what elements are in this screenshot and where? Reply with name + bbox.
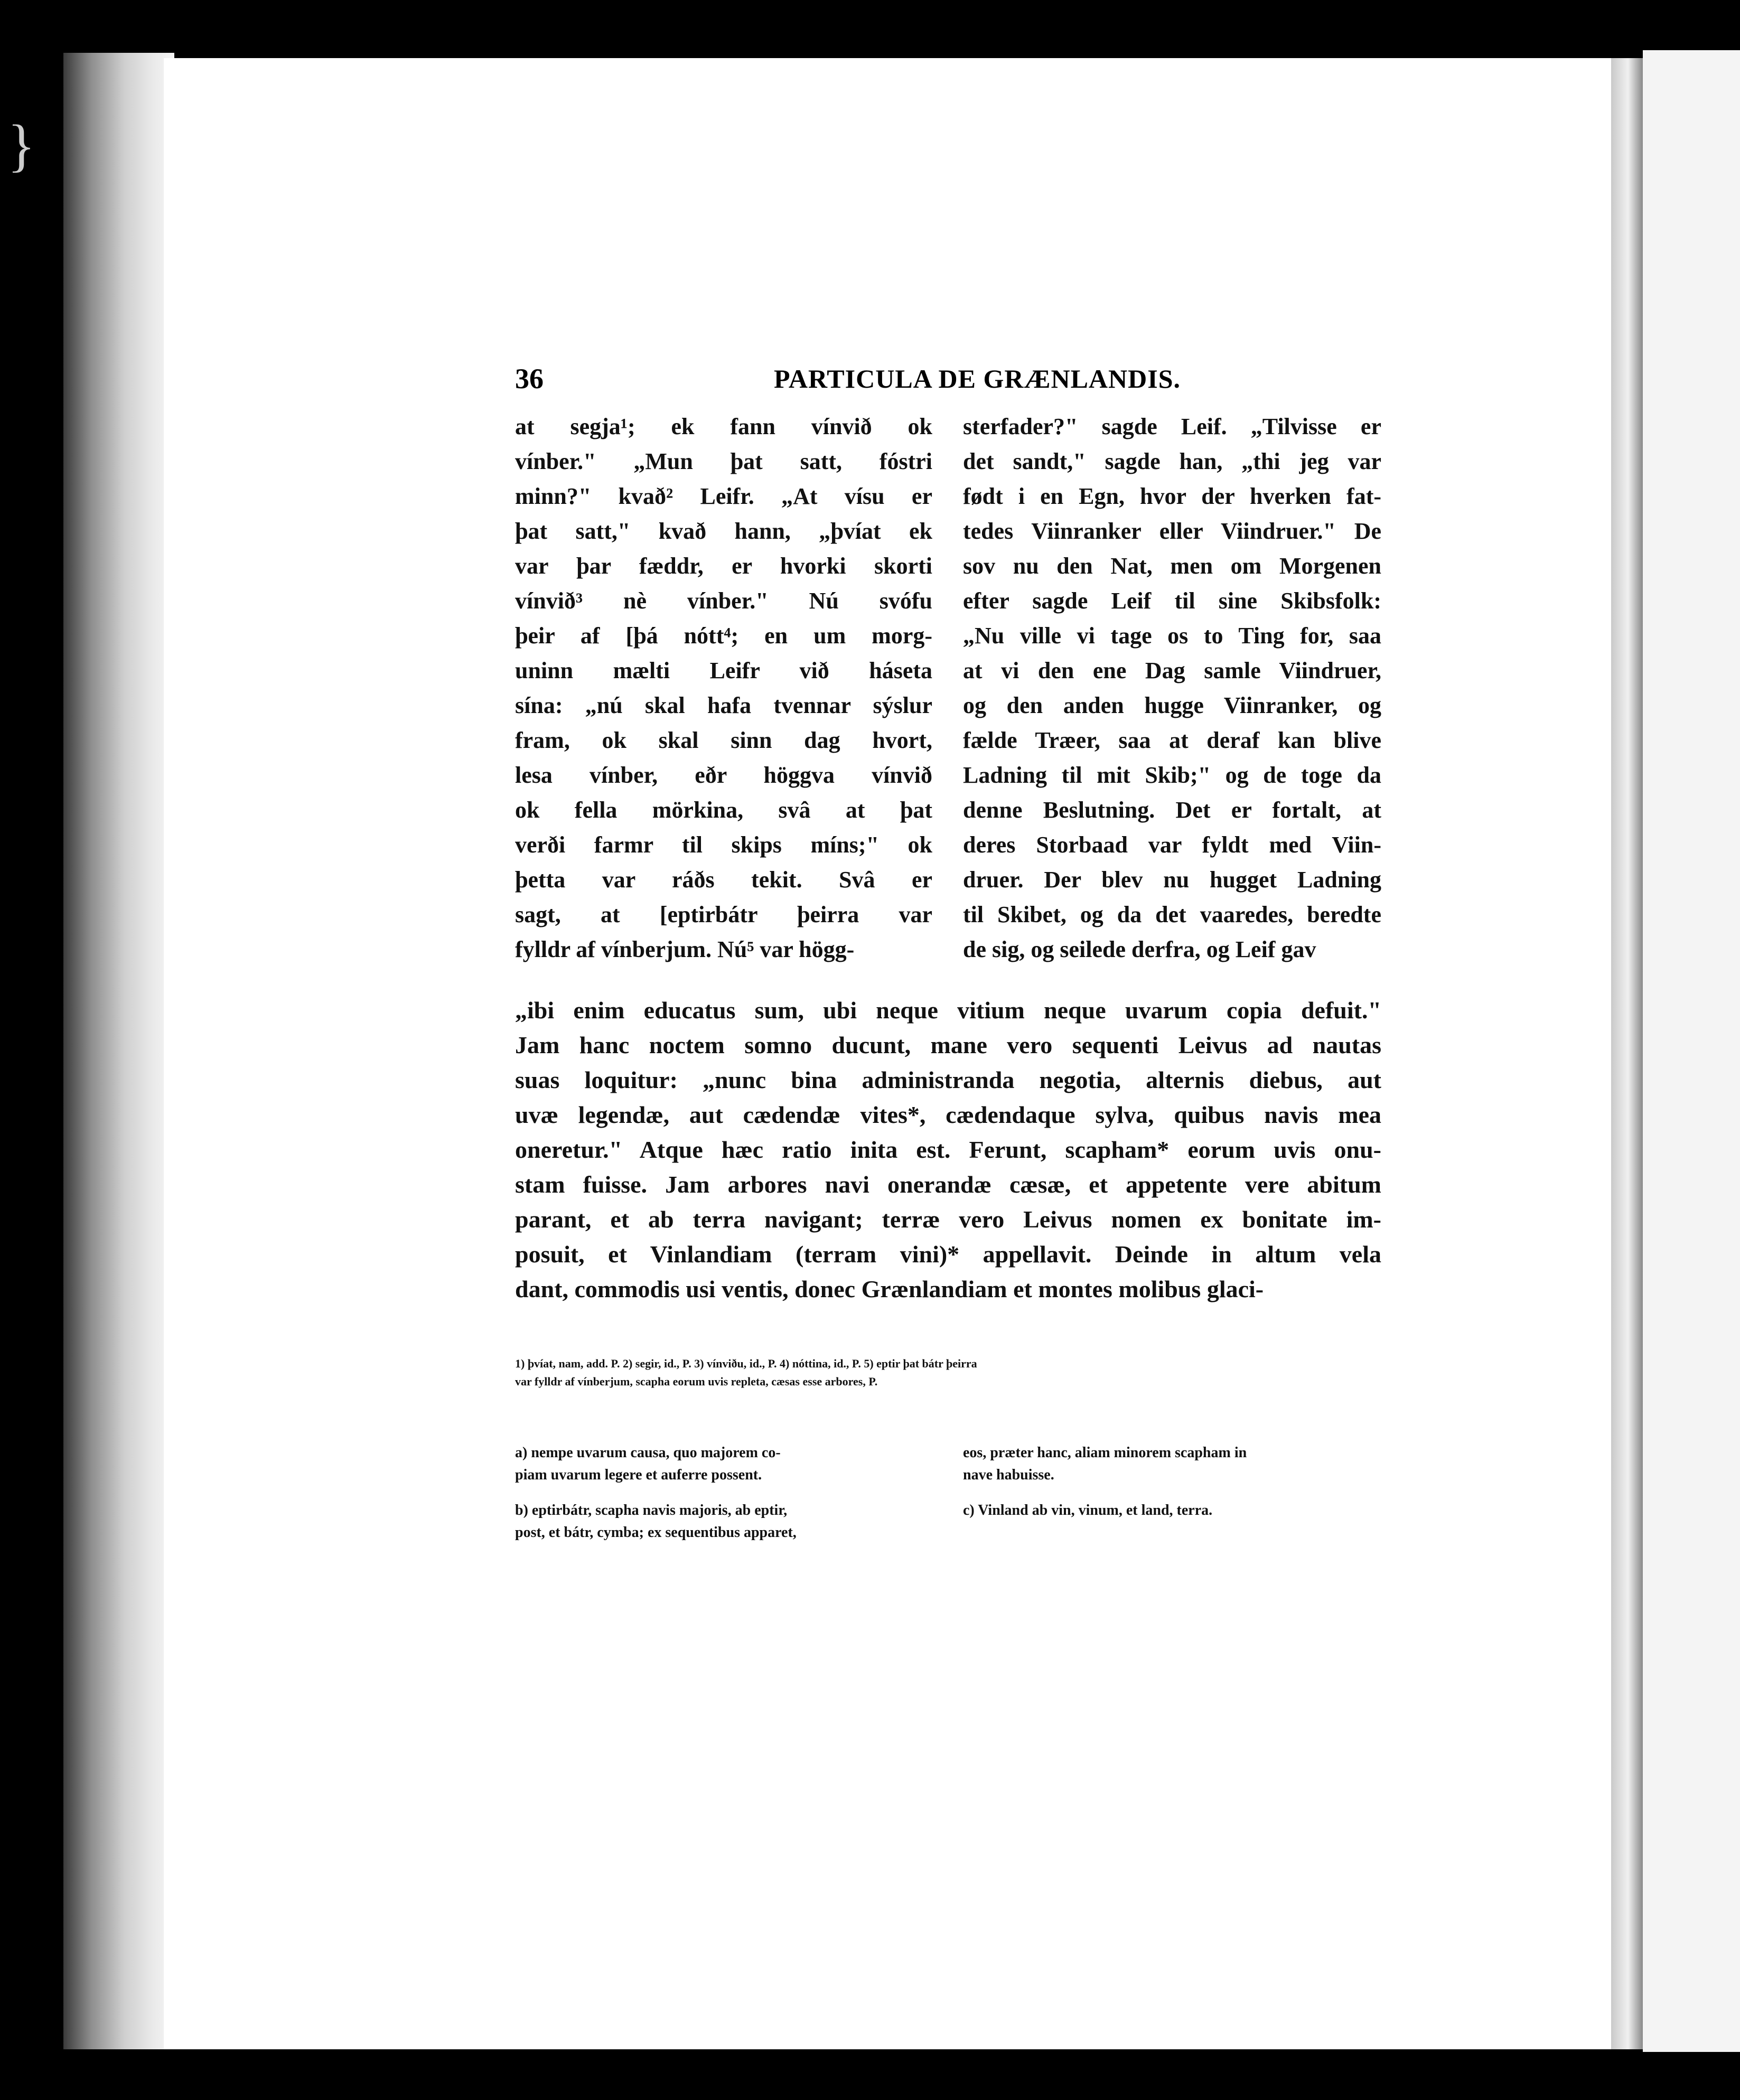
text-line: ok fella mörkina, svâ at þat [515, 797, 932, 823]
text-line: til Skibet, og da det vaaredes, beredte [963, 902, 1381, 927]
danish-column [963, 409, 1381, 967]
text-line: Jam hanc noctem somno ducunt, mane vero sequenti Leivus ad nautas [515, 1032, 1381, 1058]
text-line: sterfader?" sagde Leif. „Tilvisse er [963, 414, 1381, 439]
text-line: sagt, at [eptirbátr þeirra var [515, 902, 932, 927]
text-line: tedes Viinranker eller Viindruer." De [963, 518, 1381, 544]
text-line: „Nu ville vi tage os to Ting for, saa [963, 623, 1381, 649]
text-line: sov nu den Nat, men om Morgenen [963, 553, 1381, 579]
variant-readings [515, 1355, 1381, 1391]
running-title: PARTICULA DE GRÆNLANDIS. [774, 364, 1181, 393]
old-norse-column [515, 409, 932, 967]
text-line: uninn mælti Leifr við háseta [515, 658, 932, 683]
text-line: og den anden hugge Viinranker, og [963, 692, 1381, 718]
text-line: eos, præter hanc, aliam minorem scapham in [963, 1445, 1247, 1461]
text-line: at segja¹; ek fann vínvið ok [515, 414, 932, 439]
text-line: denne Beslutning. Det er fortalt, at [963, 797, 1381, 823]
text-line: oneretur." Atque hæc ratio inita est. Ferunt, scapham* eorum uvis onu- [515, 1136, 1381, 1163]
text-line: druer. Der blev nu hugget Ladning [963, 867, 1381, 893]
footnote-gap [515, 1486, 932, 1499]
footnotes-left [515, 1442, 932, 1544]
text-line: sína: „nú skal hafa tvennar sýslur [515, 692, 932, 718]
text-line: stam fuisse. Jam arbores navi onerandæ cæsæ, et appetente vere abitum [515, 1171, 1381, 1198]
text-line: 1) þvíat, nam, add. P. 2) segir, id., P. 3) vínviðu, id., P. 4) nóttina, id., P. 5) eptir þat bátr þeirra [515, 1357, 977, 1370]
text-line: at vi den ene Dag samle Viindruer, [963, 658, 1381, 683]
text-line: c) Vinland ab vin, vinum, et land, terra. [963, 1502, 1213, 1518]
text-line: de sig, og seilede derfra, og Leif gav [963, 936, 1316, 962]
text-line: post, et bátr, cymba; ex sequentibus apparet, [515, 1524, 797, 1541]
text-line: þat satt," kvað hann, „þvíat ek [515, 518, 932, 544]
text-line: vínber." „Mun þat satt, fóstri [515, 448, 932, 474]
text-line: a) nempe uvarum causa, quo majorem co- [515, 1445, 781, 1461]
text-line: fram, ok skal sinn dag hvort, [515, 727, 932, 753]
text-line: uvæ legendæ, aut cædendæ vites*, cædendaque sylva, quibus navis mea [515, 1101, 1381, 1128]
text-line: þeir af [þá nótt⁴; en um morg- [515, 623, 932, 649]
text-line: Ladning til mit Skib;" og de toge da [963, 762, 1381, 788]
text-line: „ibi enim educatus sum, ubi neque vitium neque uvarum copia defuit." [515, 997, 1381, 1024]
text-line: fælde Træer, saa at deraf kan blive [963, 727, 1381, 753]
text-line: født i en Egn, hvor der hverken fat- [963, 483, 1381, 509]
text-line: efter sagde Leif til sine Skibsfolk: [963, 588, 1381, 614]
footnotes-right [963, 1442, 1381, 1522]
footnote-gap [963, 1486, 1381, 1499]
text-line: var þar fæddr, er hvorki skorti [515, 553, 932, 579]
text-line: lesa vínber, eðr höggva vínvið [515, 762, 932, 788]
text-line: þetta var ráðs tekit. Svâ er [515, 867, 932, 893]
text-line: b) eptirbátr, scapha navis majoris, ab eptir, [515, 1502, 788, 1518]
text-line: nave habuisse. [963, 1467, 1054, 1483]
text-line: piam uvarum legere et auferre possent. [515, 1467, 762, 1483]
text-line: var fylldr af vínberjum, scapha eorum uvis repleta, cæsas esse arbores, P. [515, 1375, 878, 1388]
page-number: 36 [515, 363, 544, 395]
text-line: parant, et ab terra navigant; terræ vero Leivus nomen ex bonitate im- [515, 1206, 1381, 1233]
latin-translation [515, 993, 1381, 1307]
text-line: posuit, et Vinlandiam (terram vini)* appellavit. Deinde in altum vela [515, 1241, 1381, 1268]
text-line: deres Storbaad var fyldt med Viin- [963, 832, 1381, 858]
text-line: vínvið³ nè vínber." Nú svófu [515, 588, 932, 614]
text-line: det sandt," sagde han, „thi jeg var [963, 448, 1381, 474]
next-page-sliver [1643, 50, 1740, 2052]
page-header [515, 360, 1381, 397]
scanned-binding-edge [63, 53, 174, 2049]
text-line: fylldr af vínberjum. Nú⁵ var högg- [515, 936, 855, 962]
text-line: minn?" kvað² Leifr. „At vísu er [515, 483, 932, 509]
scan-margin-mark: } [7, 113, 35, 177]
text-line: dant, commodis usi ventis, donec Grænlandiam et montes molibus glaci- [515, 1276, 1264, 1302]
text-line: verði farmr til skips míns;" ok [515, 832, 932, 858]
text-line: suas loquitur: „nunc bina administranda negotia, alternis diebus, aut [515, 1066, 1381, 1093]
